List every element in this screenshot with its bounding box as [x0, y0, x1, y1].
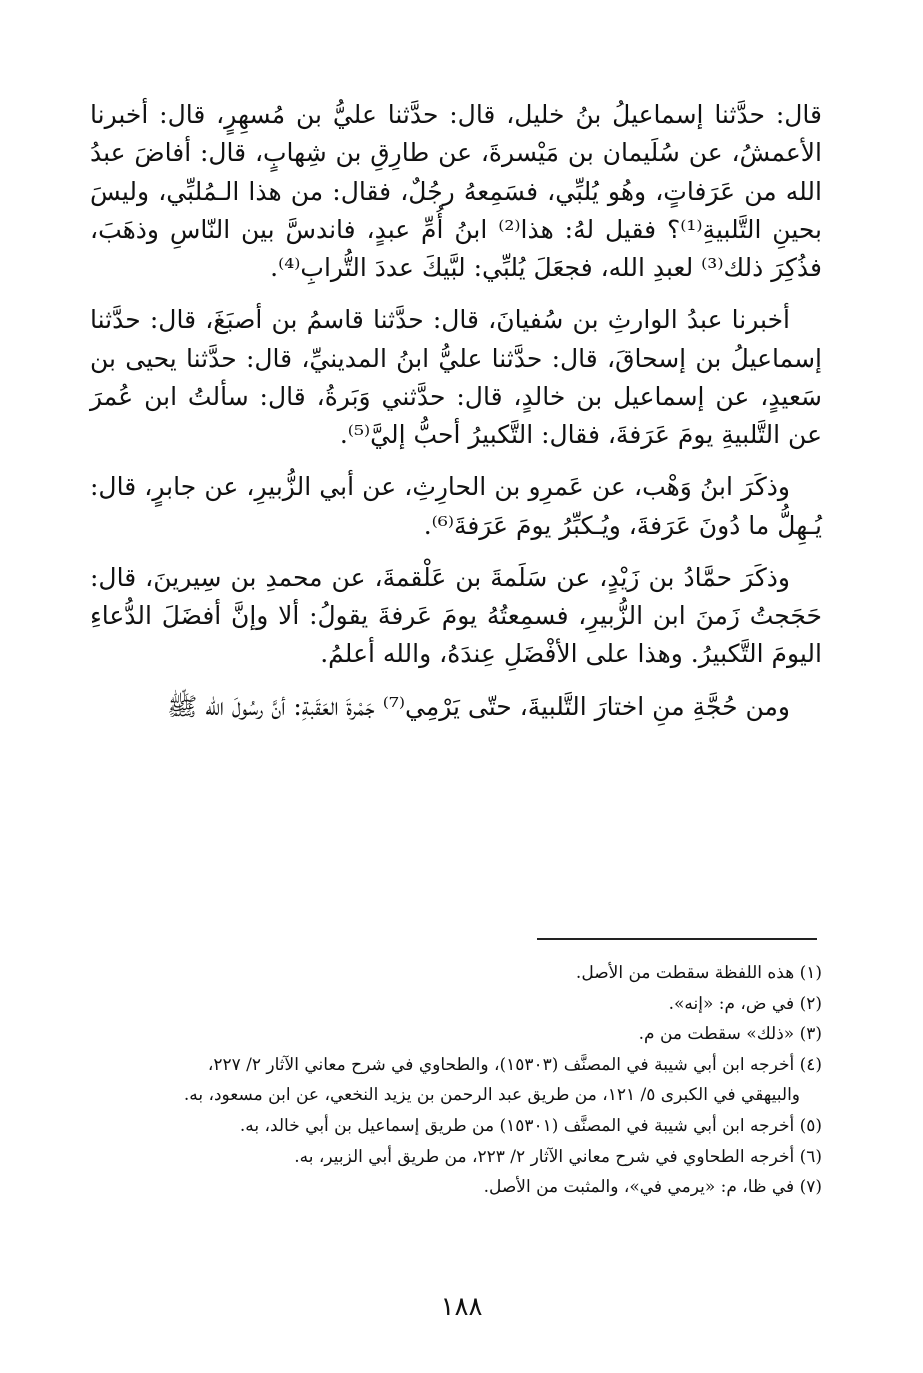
- paragraph-1: قال: حدَّثنا إسماعيلُ بنُ خليل، قال: حدَّثنا عليُّ بن مُسهِرٍ، قال: أخبرنا الأعمشُ، عن سُلَيمان بن مَيْسرةَ، عن طارِقِ بن شِهابٍ، قال: أفاضَ عبدُ الله من عَرَفاتٍ، وهُو يُلبِّي، فسَمِعهُ رجُلٌ، فقال: من هذا الـمُلبِّي، وليسَ بحينِ التَّلبيةِ⁽¹⁾؟ فقيل لهُ: هذا⁽²⁾ ابنُ أُمِّ عبدٍ، فاندسَّ بين النّاسِ وذهَبَ، فذُكِرَ ذلك⁽³⁾ لعبدِ الله، فجعَلَ يُلبِّي: لبَّيكَ عددَ التُّرابِ⁽⁴⁾.: [90, 100, 822, 282]
- footnote-5-text: (٥) أخرجه ابن أبي شيبة في المصنَّف (١٥٣٠١) من طريق إسماعيل بن أبي خالد، به.: [239, 1115, 822, 1136]
- footnote-4: [90, 1050, 822, 1111]
- page-number: ١٨٨: [440, 1292, 483, 1322]
- footnote-3-text: (٣) «ذلك» سقطت من م.: [638, 1024, 822, 1045]
- footnote-2: [90, 989, 822, 1020]
- paragraph-4: وذكَرَ حمَّادُ بن زَيْدٍ، عن سَلَمةَ بن عَلْقمةَ، عن محمدِ بن سِيرينَ، قال: حَجَجتُ زَمنَ ابن الزُّبيرِ، فسمِعتُهُ يومَ عَرفةَ يقولُ: ألا وإنَّ أفضَلَ الدُّعاءِ اليومَ التَّكبيرُ. وهذا على الأفْضَلِ عِندَهُ، والله أعلمُ.: [90, 562, 822, 669]
- footnotes-block: [90, 958, 822, 1203]
- footnote-4-continuation: والبيهقي في الكبرى ٥/ ١٢١، من طريق عبد الرحمن بن يزيد النخعي، عن ابن مسعود، به.: [183, 1085, 800, 1106]
- footnote-3: [90, 1019, 822, 1050]
- footnote-5: [90, 1111, 822, 1142]
- paragraph-2: أخبرنا عبدُ الوارثِ بن سُفيانَ، قال: حدَّثنا قاسمُ بن أصبَغَ، قال: حدَّثنا إسماعيلُ بن إسحاقَ، قال: حدَّثنا عليُّ ابنُ المدينيِّ، قال: حدَّثنا يحيى بن سَعيدٍ، عن إسماعيل بن خالدٍ، قال: حدَّثني وَبَرةُ، قال: سألتُ ابن عُمرَ عن التَّلبيةِ يومَ عَرَفةَ، فقال: التَّكبيرُ أحبُّ إليَّ⁽⁵⁾.: [90, 305, 822, 449]
- footnote-1-text: (١) هذه اللفظة سقطت من الأصل.: [575, 963, 822, 983]
- footnote-6: [90, 1142, 822, 1173]
- paragraph-3: وذكَرَ ابنُ وَهْب، عن عَمرِو بن الحارِثِ، عن أبي الزُّبيرِ، عن جابرٍ، قال: يُـهِلُّ ما دُونَ عَرَفةَ، ويُـكبِّرُ يومَ عَرَفةَ⁽⁶⁾.: [90, 472, 822, 540]
- footnote-separator: [537, 938, 817, 940]
- footnote-7: [90, 1172, 822, 1203]
- footnote-6-text: (٦) أخرجه الطحاوي في شرح معاني الآثار ٢/ ٢٢٣، من طريق أبي الزبير، به.: [294, 1146, 822, 1167]
- footnote-2-text: (٢) في ض، م: «إنه».: [668, 993, 822, 1014]
- footnote-1: [90, 958, 822, 989]
- footnote-4-text: (٤) أخرجه ابن أبي شيبة في المصنَّف (١٥٣٠٣)، والطحاوي في شرح معاني الآثار ٢/ ٢٢٧،: [207, 1054, 822, 1075]
- paragraph-5: ومن حُجَّةِ منِ اختارَ التَّلبيةَ، حتّى يَرْمِي⁽⁷⁾ جَمْرةَ العَقَبةِ: أنَّ رسُولَ الله ﷺ: [167, 691, 790, 721]
- main-text-block: [90, 96, 822, 740]
- footnote-7-text: (٧) في ظا، م: «يرمي في»، والمثبت من الأصل.: [483, 1177, 822, 1198]
